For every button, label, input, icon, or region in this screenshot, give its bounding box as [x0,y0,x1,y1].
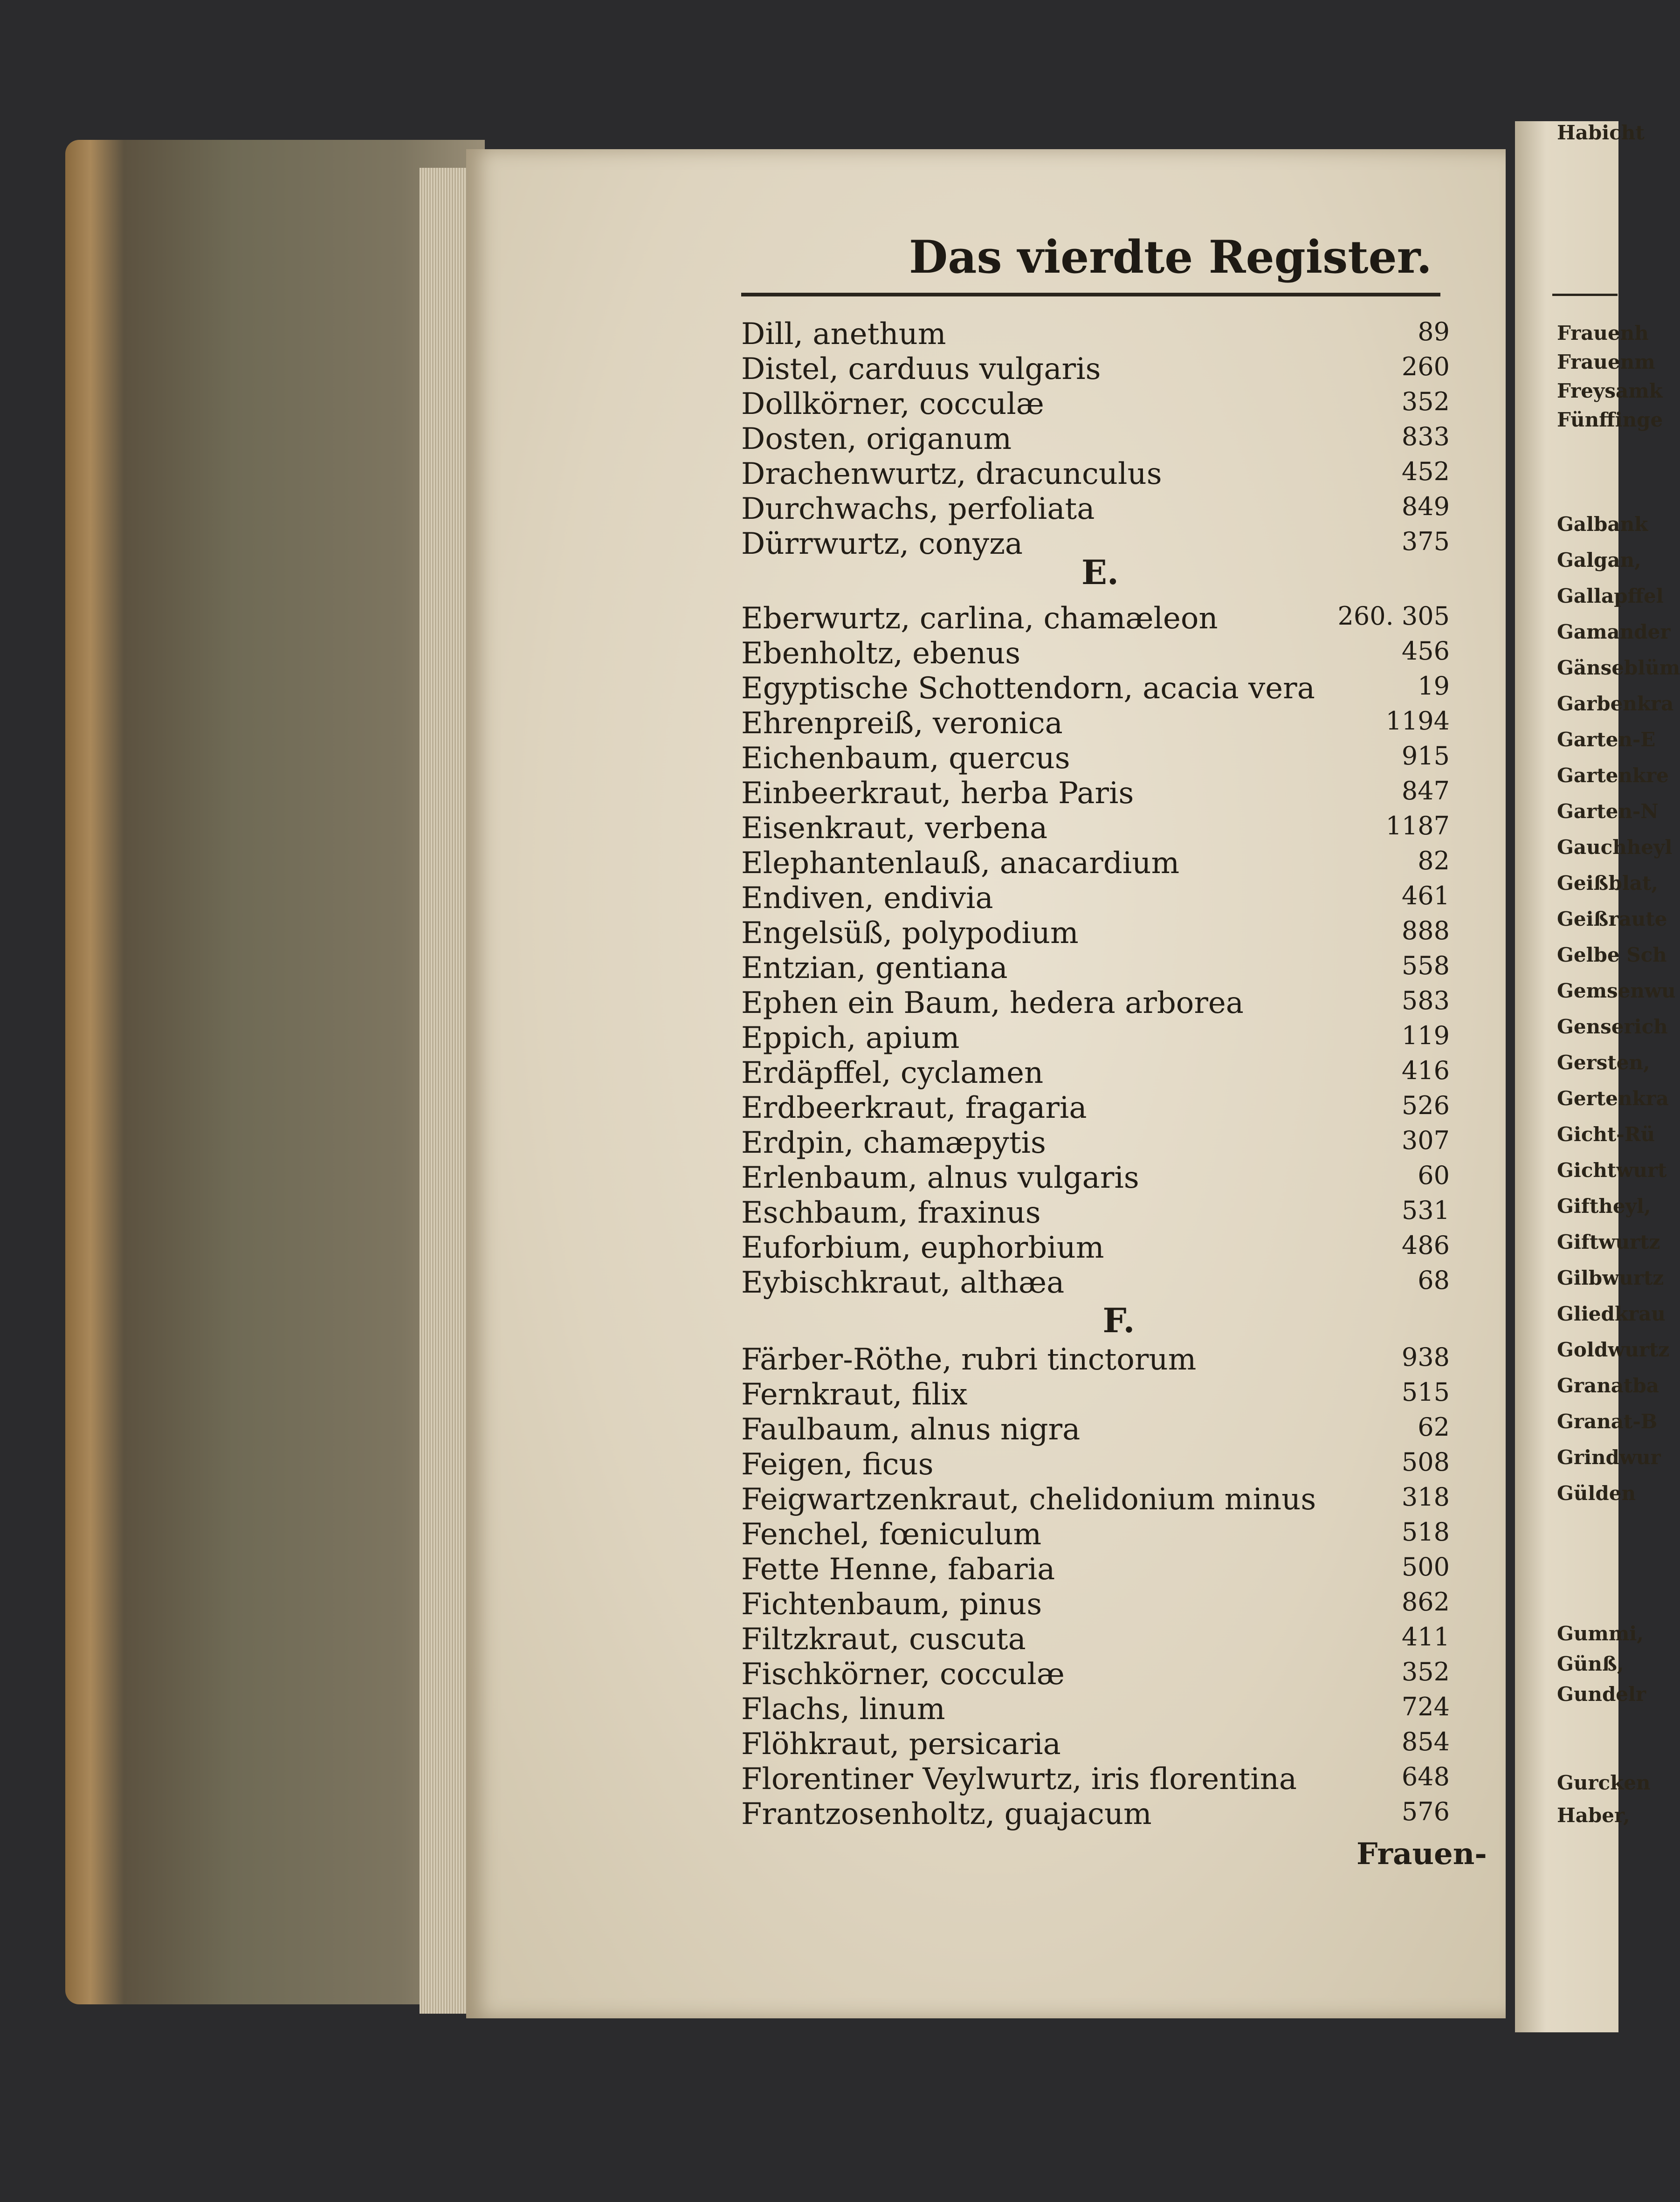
facing-page-rule [1552,294,1618,296]
entry-name: Fette Henne, fabaria [741,1552,1055,1587]
entry-page-number: 452 [1401,457,1450,486]
entry-name: Florentiner Veylwurtz, iris florentina [741,1762,1297,1796]
entry-page-number: 508 [1401,1447,1450,1477]
index-entry [741,601,1450,636]
entry-name: Feigwartzenkraut, chelidonium minus [741,1482,1316,1517]
entry-name: Fichtenbaum, pinus [741,1587,1042,1622]
facing-page-entry: Gliedkrau [1557,1302,1666,1325]
index-entry [741,846,1450,881]
entry-name: Flachs, linum [741,1692,945,1727]
entry-name: Frantzosenholtz, guajacum [741,1797,1152,1831]
entry-name: Filtzkraut, cuscuta [741,1622,1026,1657]
facing-page-entry: Gicht-Rü [1557,1123,1655,1146]
index-entry [741,492,1450,527]
entry-page-number: 847 [1401,776,1450,805]
facing-page-entry: Garbenkra [1557,692,1674,715]
index-entry [741,1587,1450,1622]
facing-page-entry: Garten-N [1557,800,1659,823]
entry-name: Euforbium, euphorbium [741,1231,1104,1265]
index-entry [741,881,1450,916]
facing-page-entry: Gilbwurtz [1557,1266,1664,1289]
facing-page-entry: Gauchheyl [1557,836,1673,859]
facing-page-entry: Grindwur [1557,1446,1661,1469]
entry-name: Engelsüß, polypodium [741,916,1079,950]
facing-page-entry: Gamander [1557,620,1671,643]
entry-name: Flöhkraut, persicaria [741,1727,1061,1762]
entry-name: Fernkraut, filix [741,1377,968,1412]
index-entry [741,741,1450,776]
index-entry [741,1231,1450,1266]
entry-page-number: 531 [1401,1196,1450,1225]
index-entry [741,636,1450,671]
entry-page-number: 862 [1401,1587,1450,1617]
entry-name: Fenchel, fœniculum [741,1517,1042,1552]
facing-page-entry: Frauenh [1557,322,1649,344]
entry-name: Eybischkraut, althæa [741,1266,1065,1300]
page-header: Das vierdte Register. [909,231,1432,283]
catchword: Frauen- [1356,1837,1487,1872]
index-entry [741,1196,1450,1231]
entry-page-number: 938 [1401,1342,1450,1372]
entry-name: Eppich, apium [741,1021,960,1055]
entry-name: Dill, anethum [741,317,946,351]
entry-page-number: 648 [1401,1762,1450,1791]
facing-page-entry: Giftheyl, [1557,1195,1651,1218]
index-entry [741,1692,1450,1727]
index-entry [741,1091,1450,1126]
facing-page [1515,121,1680,2032]
entry-page-number: 375 [1401,527,1450,556]
entry-page-number: 1187 [1385,811,1450,840]
entry-name: Egyptische Schottendorn, acacia vera [741,671,1315,706]
facing-page-entry: Gurcken [1557,1771,1651,1794]
index-entry [741,1161,1450,1196]
header-rule [741,293,1440,296]
entry-name: Erlenbaum, alnus vulgaris [741,1161,1139,1195]
index-entry [741,317,1450,352]
index-entry [741,352,1450,387]
entry-name: Ephen ein Baum, hedera arborea [741,986,1244,1020]
entry-page-number: 260. 305 [1337,601,1450,631]
facing-page-entry: Gundelr [1557,1683,1646,1706]
index-entry [741,706,1450,741]
entry-name: Erdbeerkraut, fragaria [741,1091,1087,1125]
index-entry [741,1021,1450,1056]
section-letter-f: F. [1102,1301,1135,1340]
entry-page-number: 68 [1418,1266,1450,1295]
index-entry [741,1056,1450,1091]
facing-page-entry: Günß, [1557,1652,1624,1675]
entry-page-number: 888 [1401,916,1450,945]
facing-page-entry: Gemsenwu [1557,979,1676,1002]
entry-name: Ehrenpreiß, veronica [741,706,1063,741]
entry-page-number: 461 [1401,881,1450,910]
entry-page-number: 89 [1418,317,1450,346]
index-entry [741,1517,1450,1552]
entry-name: Färber-Röthe, rubri tinctorum [741,1342,1197,1377]
index-entry [741,1126,1450,1161]
index-entry [741,916,1450,951]
facing-page-entry: Gersten, [1557,1051,1650,1074]
facing-page-entry: Habicht [1557,121,1645,144]
entry-page-number: 307 [1401,1126,1450,1155]
index-entry [741,951,1450,986]
index-entry [741,1552,1450,1587]
entry-page-number: 849 [1401,492,1450,521]
index-entry [741,1657,1450,1692]
index-entry [741,1342,1450,1377]
facing-page-entry: Gummi, [1557,1622,1644,1645]
entry-page-number: 515 [1401,1377,1450,1407]
entry-name: Erdäpffel, cyclamen [741,1056,1044,1090]
index-entry [741,1377,1450,1412]
index-entry [741,1797,1450,1832]
entry-name: Drachenwurtz, dracunculus [741,457,1162,491]
facing-page-entry: Freysamk [1557,379,1663,402]
facing-page-entry: Geißraute [1557,908,1667,930]
entry-name: Eschbaum, fraxinus [741,1196,1041,1230]
facing-page-entry: Giftwurtz [1557,1231,1660,1253]
facing-page-entry: Gartenkre [1557,764,1669,787]
index-entry [741,1266,1450,1301]
entry-name: Erdpin, chamæpytis [741,1126,1046,1160]
index-entry [741,1762,1450,1797]
facing-page-entry: Gelbe Sch [1557,943,1667,966]
entry-page-number: 518 [1401,1517,1450,1547]
index-entry [741,1447,1450,1482]
entry-name: Elephantenlauß, anacardium [741,846,1180,881]
index-entry [741,1727,1450,1762]
facing-page-entry: Granatba [1557,1374,1659,1397]
index-entry [741,457,1450,492]
entry-page-number: 1194 [1385,706,1450,736]
index-entry [741,986,1450,1021]
entry-name: Dollkörner, cocculæ [741,387,1044,421]
facing-page-entry: Gülden [1557,1482,1636,1505]
facing-page-entry: Gallapffel [1557,585,1664,607]
entry-page-number: 486 [1401,1231,1450,1260]
entry-page-number: 82 [1418,846,1450,875]
index-entry [741,1622,1450,1657]
facing-page-entry: Frauenm [1557,351,1655,373]
facing-page-entry: Gichtwurt [1557,1159,1667,1182]
entry-page-number: 833 [1401,422,1450,451]
entry-name: Eberwurtz, carlina, chamæleon [741,601,1218,636]
entry-page-number: 119 [1401,1021,1450,1050]
entry-name: Dosten, origanum [741,422,1012,456]
index-entry [741,671,1450,706]
entry-page-number: 558 [1401,951,1450,980]
entry-page-number: 352 [1401,387,1450,416]
index-entry [741,1412,1450,1447]
index-entry [741,811,1450,846]
entry-page-number: 724 [1401,1692,1450,1721]
index-entry [741,1482,1450,1517]
facing-page-entry: Galbank [1557,513,1648,536]
entry-page-number: 500 [1401,1552,1450,1582]
entry-name: Feigen, ficus [741,1447,934,1482]
facing-page-entry: Geißblat, [1557,872,1659,895]
facing-page-entry: Gänseblüm [1557,656,1680,679]
facing-page-entry: Garten-E [1557,728,1656,751]
entry-page-number: 416 [1401,1056,1450,1085]
entry-name: Ebenholtz, ebenus [741,636,1021,671]
entry-name: Distel, carduus vulgaris [741,352,1101,386]
entry-name: Durchwachs, perfoliata [741,492,1095,526]
entry-page-number: 854 [1401,1727,1450,1756]
entry-page-number: 411 [1401,1622,1450,1652]
entry-page-number: 19 [1418,671,1450,701]
facing-page-entry: Galgan, [1557,549,1641,571]
entry-name: Fischkörner, cocculæ [741,1657,1065,1692]
entry-page-number: 260 [1401,352,1450,381]
entry-name: Faulbaum, alnus nigra [741,1412,1081,1447]
entry-page-number: 60 [1418,1161,1450,1190]
entry-page-number: 62 [1418,1412,1450,1442]
entry-name: Dürrwurtz, conyza [741,527,1023,561]
entry-name: Eisenkraut, verbena [741,811,1048,846]
entry-name: Entzian, gentiana [741,951,1008,985]
facing-page-entry: Gertenkra [1557,1087,1669,1110]
entry-page-number: 915 [1401,741,1450,771]
entry-name: Endiven, endivia [741,881,993,915]
facing-page-entry: Goldwurtz [1557,1338,1670,1361]
facing-page-entry: Granat-B [1557,1410,1658,1433]
entry-page-number: 456 [1401,636,1450,666]
index-entry [741,422,1450,457]
section-letter-e: E. [1081,552,1119,592]
entry-page-number: 318 [1401,1482,1450,1512]
entry-page-number: 583 [1401,986,1450,1015]
entry-page-number: 576 [1401,1797,1450,1826]
entry-page-number: 352 [1401,1657,1450,1686]
facing-page-entry: Genserich [1557,1015,1668,1038]
facing-page-entry: Haber, [1557,1804,1630,1827]
entry-name: Eichenbaum, quercus [741,741,1070,776]
entry-name: Einbeerkraut, herba Paris [741,776,1134,811]
entry-page-number: 526 [1401,1091,1450,1120]
facing-page-entry: Fünffinge [1557,408,1663,431]
index-entry [741,387,1450,422]
index-entry [741,776,1450,811]
